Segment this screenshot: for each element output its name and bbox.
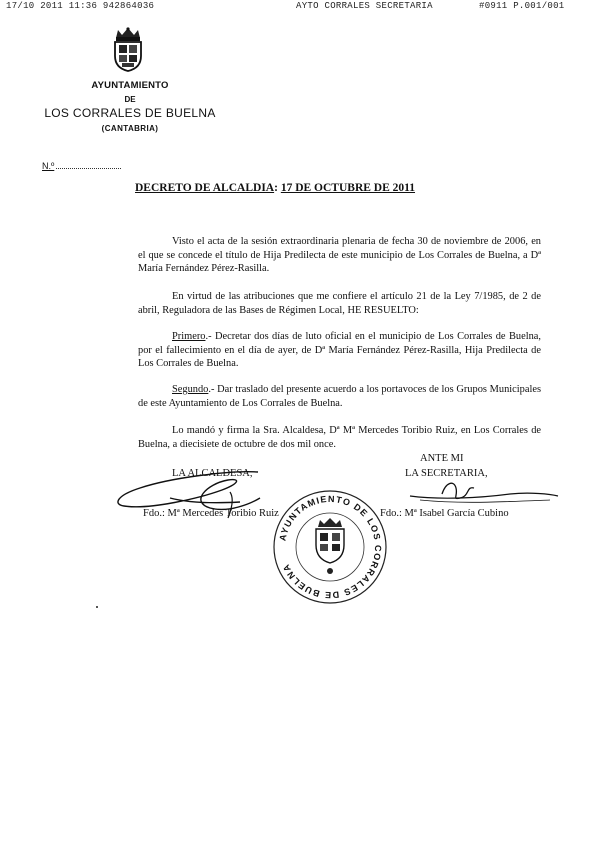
paragraph-primero bbox=[138, 330, 541, 371]
paragraph-visto: Visto el acta de la sesión extraordinaria plenaria de fecha 30 de noviembre de 2006, en el que se concede el título de Hija Predilecta de este municipio de Los Corrales de Buelna, a Dª María Fernández Pérez-Rasilla. bbox=[138, 236, 541, 275]
fax-page-info: #0911 P.001/001 bbox=[479, 1, 565, 11]
decree-title: DECRETO DE ALCALDIA: 17 DE OCTUBRE DE 2011 bbox=[135, 182, 416, 194]
reference-number-field bbox=[42, 160, 121, 171]
segundo-label: Segundo bbox=[172, 384, 209, 395]
paragraph-atribuciones: En virtud de las atribuciones que me confiere el artículo 21 de la Ley 7/1985, de 2 de abril, Reguladora de las Bases de Régimen Local, HE RESUELTO: bbox=[138, 291, 541, 316]
segundo-text: .- Dar traslado del presente acuerdo a los portavoces de los Grupos Municipales de este Ayuntamiento de Los Corrales de Buelna. bbox=[138, 384, 541, 409]
reference-number-label: N.º bbox=[42, 161, 55, 171]
primero-text: .- Decretar dos días de luto oficial en el municipio de Los Corrales de Buelna, por el fallecimiento en el día de ayer, de Dª María Fernández Pérez-Rasilla, Hija Predilecta de Los Corrales de Buelna. bbox=[138, 331, 541, 370]
secretaria-signature-icon bbox=[400, 478, 560, 508]
alcaldesa-signature-icon bbox=[110, 468, 270, 528]
ante-mi-label: ANTE MI bbox=[420, 453, 464, 464]
decree-title-prefix: DECRETO DE ALCALDIA bbox=[135, 182, 275, 194]
letterhead-line2: DE bbox=[124, 95, 136, 104]
svg-text:AYUNTAMIENTO DE LOS CORRALES D: AYUNTAMIENTO DE LOS CORRALES DE BUELNA bbox=[277, 493, 384, 601]
reference-number-blank bbox=[56, 160, 121, 169]
fax-speck bbox=[96, 606, 98, 608]
paragraph-segundo bbox=[138, 383, 541, 410]
decree-title-date: 17 DE OCTUBRE DE 2011 bbox=[280, 182, 416, 194]
letterhead-line1: AYUNTAMIENTO bbox=[91, 80, 169, 91]
alcaldesa-signed-by: Fdo.: Mª Mercedes Toribio Ruiz bbox=[143, 508, 279, 519]
official-stamp-icon bbox=[270, 487, 390, 607]
alcaldesa-role: LA ALCALDESA, bbox=[172, 468, 253, 479]
coat-of-arms-icon bbox=[110, 26, 146, 72]
paragraph-firma: Lo mandó y firma la Sra. Alcaldesa, Dª Mª Mercedes Toribio Ruiz, en Los Corrales de Buelna, a diecisiete de octubre de dos mil once. bbox=[138, 425, 541, 450]
secretaria-role: LA SECRETARIA, bbox=[405, 468, 488, 479]
secretaria-signed-by: Fdo.: Mª Isabel García Cubino bbox=[380, 508, 509, 519]
fax-datetime: 17/10 2011 11:36 942864036 bbox=[6, 1, 155, 11]
letterhead-line4: (CANTABRIA) bbox=[101, 124, 159, 133]
primero-label: Primero bbox=[172, 331, 206, 342]
fax-sender: AYTO CORRALES SECRETARIA bbox=[296, 1, 433, 11]
letterhead-line3: LOS CORRALES DE BUELNA bbox=[44, 106, 216, 120]
